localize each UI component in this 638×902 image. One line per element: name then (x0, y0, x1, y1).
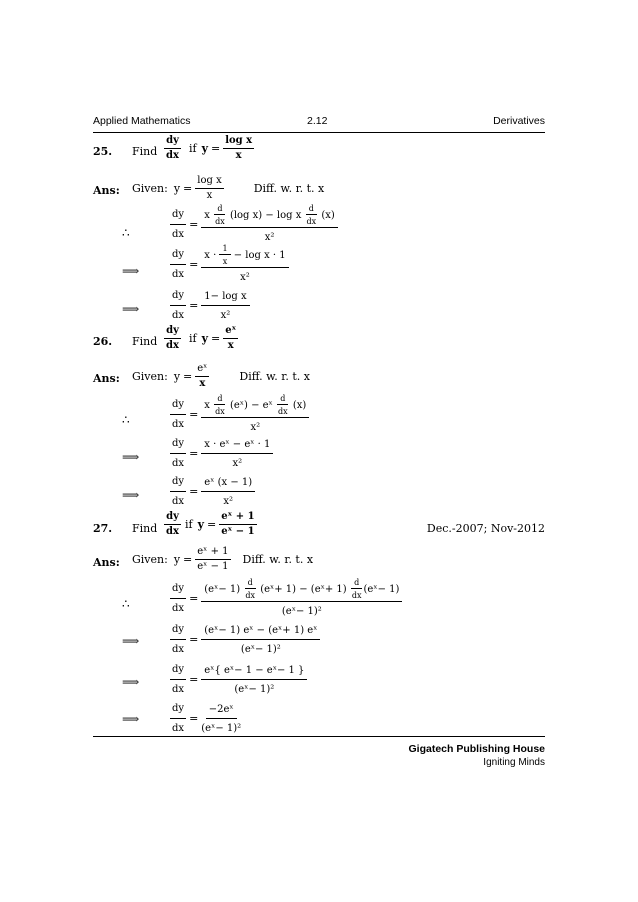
step-26-2: $\frac{dy}{dx}$ = $\frac{\text{x · eˣ − eˣ · 1}}{\text{x²}}$ (170, 434, 273, 473)
problem-number-25: 25. (93, 145, 113, 158)
step-27-3: $\frac{dy}{dx}$ = $\frac{\text{eˣ\{ eˣ− 1 − eˣ− 1 \}}}{\text{(eˣ− 1)²}}$ (170, 660, 307, 699)
publisher-name: Gigatech Publishing House (408, 743, 545, 755)
question-25-expression: $\frac{dy}{dx}$ if y = $\frac{\text{log x}}{x}$ (166, 135, 253, 161)
ans-label-25: Ans: (93, 184, 120, 197)
problem-number-26: 26. (93, 335, 113, 348)
step-27-1: $\frac{dy}{dx}$ = (eˣ− 1) $\frac{d}{dx}$ (eˣ+ 1) − (eˣ+ 1) $\frac{d}{dx}$ (eˣ− 1) (eˣ− 1)² (170, 578, 402, 619)
find-label: Find (132, 335, 158, 348)
header-page-number: 2.12 (307, 115, 328, 127)
header-subject: Applied Mathematics (93, 115, 191, 127)
implies-symbol: ⟹ (122, 450, 140, 464)
step-25-2: $\frac{dy}{dx}$ = x · $\frac{1}{x}$ − log x · 1 x² (170, 244, 289, 285)
step-27-4: $\frac{dy}{dx}$ = $\frac{\text{−2eˣ}}{\text{(eˣ− 1)²}}$ (170, 699, 241, 738)
implies-symbol: ⟹ (122, 302, 140, 316)
header-chapter: Derivatives (493, 115, 545, 127)
implies-symbol: ⟹ (122, 264, 140, 278)
exam-reference: Dec.-2007; Nov-2012 (426, 522, 545, 535)
implies-symbol: ⟹ (122, 488, 140, 502)
question-27-expression: $\frac{dy}{dx}$ if y = $\frac{\text{eˣ + 1}}{\text{eˣ − 1}}$ (166, 511, 255, 537)
publisher-tagline: Igniting Minds (483, 757, 545, 768)
step-26-1: $\frac{dy}{dx}$ = x $\frac{d}{dx}$ (eˣ) − eˣ $\frac{d}{dx}$ (x) x² (170, 394, 309, 435)
implies-symbol: ⟹ (122, 712, 140, 726)
therefore-symbol: ∴ (122, 413, 130, 427)
header-rule (93, 132, 545, 133)
ans-label-27: Ans: (93, 556, 120, 569)
given-26: Given: y = $\frac{\text{eˣ}}{x}$ Diff. w. r. t. x (132, 363, 310, 389)
footer-rule (93, 736, 545, 737)
problem-number-27: 27. (93, 522, 113, 535)
logx-over-x: $\frac{\text{log x}}{x}$ (225, 135, 253, 161)
find-label: Find (132, 522, 158, 535)
step-27-2: $\frac{dy}{dx}$ = $\frac{\text{(eˣ− 1) eˣ − (eˣ+ 1) eˣ}}{\text{(eˣ− 1)²}}$ (170, 620, 320, 659)
step-25-3: $\frac{dy}{dx}$ = $\frac{\text{1− log x}}{\text{x²}}$ (170, 286, 250, 325)
therefore-symbol: ∴ (122, 597, 130, 611)
therefore-symbol: ∴ (122, 226, 130, 240)
implies-symbol: ⟹ (122, 675, 140, 689)
step-25-1: $\frac{dy}{dx}$ = x $\frac{d}{dx}$ (log x) − log x $\frac{d}{dx}$ (x) x² (170, 204, 338, 245)
given-25: Given: y = $\frac{\text{log x}}{x}$ Diff. w. r. t. x (132, 175, 325, 201)
ans-label-26: Ans: (93, 372, 120, 385)
implies-symbol: ⟹ (122, 634, 140, 648)
question-26-expression: $\frac{dy}{dx}$ if y = $\frac{\text{eˣ}}{x}$ (166, 325, 237, 351)
step-26-3: $\frac{dy}{dx}$ = $\frac{\text{eˣ (x − 1)}}{\text{x²}}$ (170, 472, 255, 511)
dy-dx-fraction: $\frac{dy}{dx}$ (166, 135, 179, 161)
given-27: Given: y = $\frac{\text{eˣ + 1}}{\text{eˣ − 1}}$ Diff. w. r. t. x (132, 546, 314, 572)
find-label: Find (132, 145, 158, 158)
